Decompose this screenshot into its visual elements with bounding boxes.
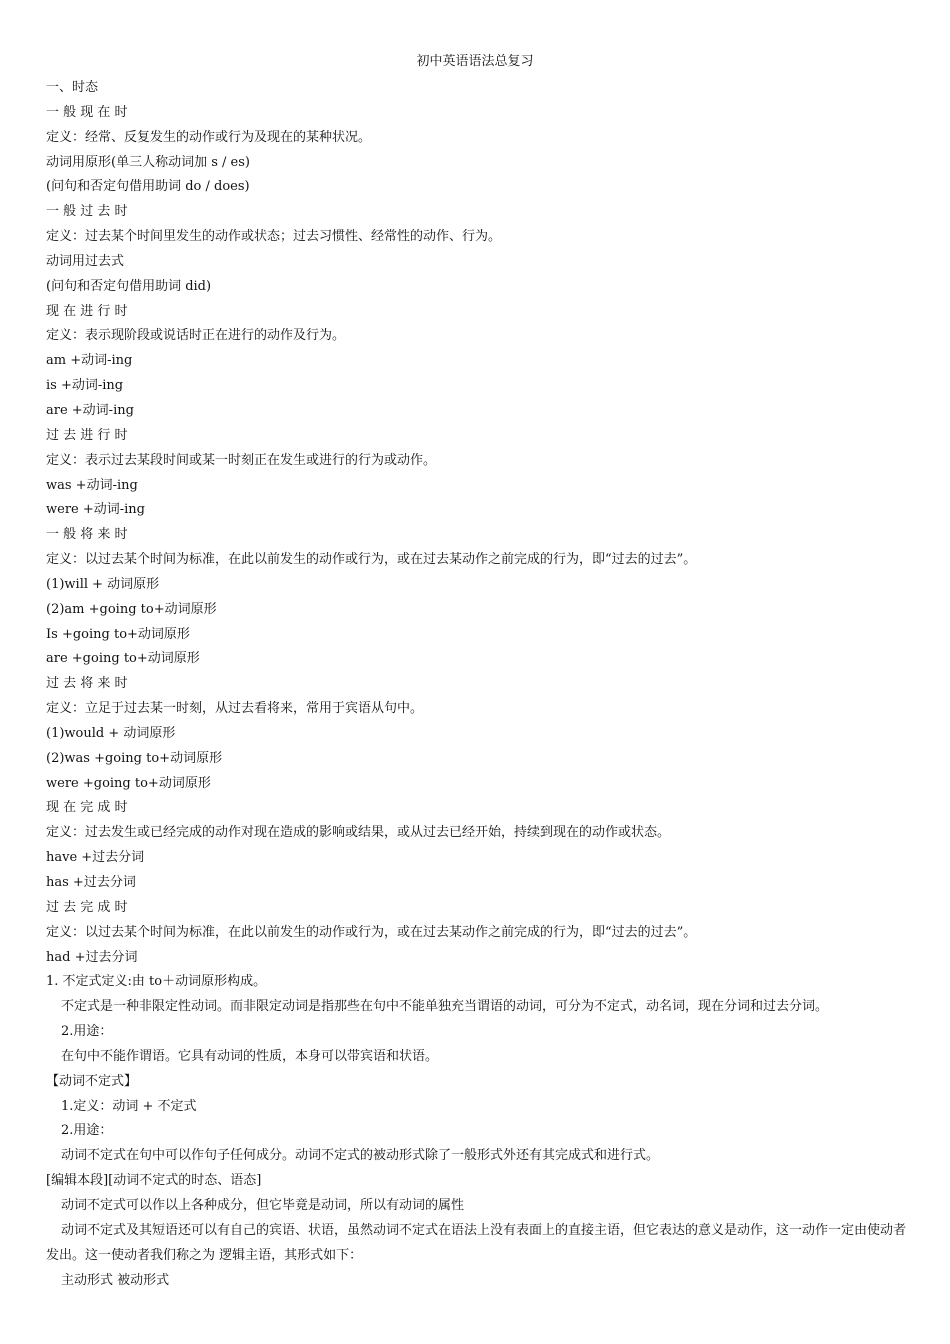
text-line: 2.用途：: [61, 1123, 113, 1139]
text-line: 动词用过去式: [46, 253, 125, 269]
text-line: were +动词-ing: [46, 502, 145, 518]
text-line: 动词不定式可以作以上各种成分，但它毕竟是动词，所以有动词的属性: [61, 1197, 465, 1213]
text-line: was +动词-ing: [46, 477, 138, 493]
heading-present-continuous: 现 在 进 行 时: [46, 303, 128, 319]
text-line: 定义：立足于过去某一时刻，从过去看将来，常用于宾语从句中。: [46, 701, 424, 717]
heading-past-perfect: 过 去 完 成 时: [46, 899, 128, 915]
text-paragraph-content: 动词不定式及其短语还可以有自己的宾语、状语，虽然动词不定式在语法上没有表面上的直接主语，但它表达的意义是动作，这一动作一定由使动者发出。这一使动者我们称之为 逻辑主语，其形式如下：: [46, 1222, 907, 1263]
text-line: were +going to+动词原形: [46, 775, 211, 791]
heading-simple-future: 一 般 将 来 时: [46, 527, 128, 543]
text-line: are +动词-ing: [46, 402, 134, 418]
text-line: had +过去分词: [46, 949, 138, 965]
section-heading-tenses: 一、时态: [46, 80, 99, 95]
text-line: has +过去分词: [46, 875, 136, 890]
edit-section-link[interactable]: [编辑本段][动词不定式的时态、语态]: [46, 1173, 262, 1189]
text-line: 定义：经常、反复发生的动作或行为及现在的某种状况。: [46, 129, 372, 145]
text-paragraph: [46, 1219, 908, 1269]
text-line: 在句中不能作谓语。它具有动词的性质，本身可以带宾语和状语。: [61, 1048, 439, 1064]
text-line: (问句和否定句借用助词 do / does): [46, 179, 250, 195]
text-line: 定义：表示现阶段或说话时正在进行的动作及行为。: [46, 328, 346, 344]
text-line: is +动词-ing: [46, 378, 124, 394]
document-body: [46, 76, 908, 1293]
text-line: 主动形式 被动形式: [61, 1272, 170, 1288]
text-line: (1)would + 动词原形: [46, 725, 176, 741]
text-line: (1)will + 动词原形: [46, 576, 160, 592]
text-line: 动词不定式在句中可以作句子任何成分。动词不定式的被动形式除了一般形式外还有其完成式和进行式。: [61, 1148, 660, 1164]
text-line: 定义：表示过去某段时间或某一时刻正在发生或进行的行为或动作。: [46, 452, 437, 468]
text-line: 定义：以过去某个时间为标准，在此以前发生的动作或行为，或在过去某动作之前完成的行为，即“过去的过去”。: [46, 924, 697, 940]
text-line: am +动词-ing: [46, 353, 133, 369]
heading-simple-past: 一 般 过 去 时: [46, 204, 128, 220]
heading-infinitive: 【动词不定式】: [46, 1073, 138, 1089]
text-line: (问句和否定句借用助词 did): [46, 278, 212, 294]
heading-past-continuous: 过 去 进 行 时: [46, 427, 128, 443]
text-line: Is +going to+动词原形: [46, 626, 190, 642]
text-line: 1. 不定式定义:由 to＋动词原形构成。: [46, 974, 267, 990]
text-line: (2)am +going to+动词原形: [46, 601, 217, 617]
text-line: 2.用途：: [61, 1024, 113, 1040]
text-line: (2)was +going to+动词原形: [46, 750, 223, 766]
text-line: 不定式是一种非限定性动词。而非限定动词是指那些在句中不能单独充当谓语的动词，可分为不定式，动名词，现在分词和过去分词。: [61, 999, 829, 1015]
document-title: 初中英语语法总复习: [416, 54, 534, 69]
heading-present-perfect: 现 在 完 成 时: [46, 800, 128, 816]
text-line: 1.定义：动词 + 不定式: [61, 1098, 197, 1114]
heading-simple-present: 一 般 现 在 时: [46, 104, 128, 120]
text-line: have +过去分词: [46, 850, 145, 866]
text-line: 动词用原形(单三人称动词加 s / es): [46, 154, 250, 170]
text-line: 定义：过去某个时间里发生的动作或状态；过去习惯性、经常性的动作、行为。: [46, 229, 502, 245]
heading-past-future: 过 去 将 来 时: [46, 676, 128, 692]
text-line: are +going to+动词原形: [46, 651, 200, 667]
text-line: 定义：以过去某个时间为标准，在此以前发生的动作或行为，或在过去某动作之前完成的行为，即“过去的过去”。: [46, 552, 697, 568]
text-line: 定义：过去发生或已经完成的动作对现在造成的影响或结果，或从过去已经开始，持续到现在的动作或状态。: [46, 825, 671, 841]
